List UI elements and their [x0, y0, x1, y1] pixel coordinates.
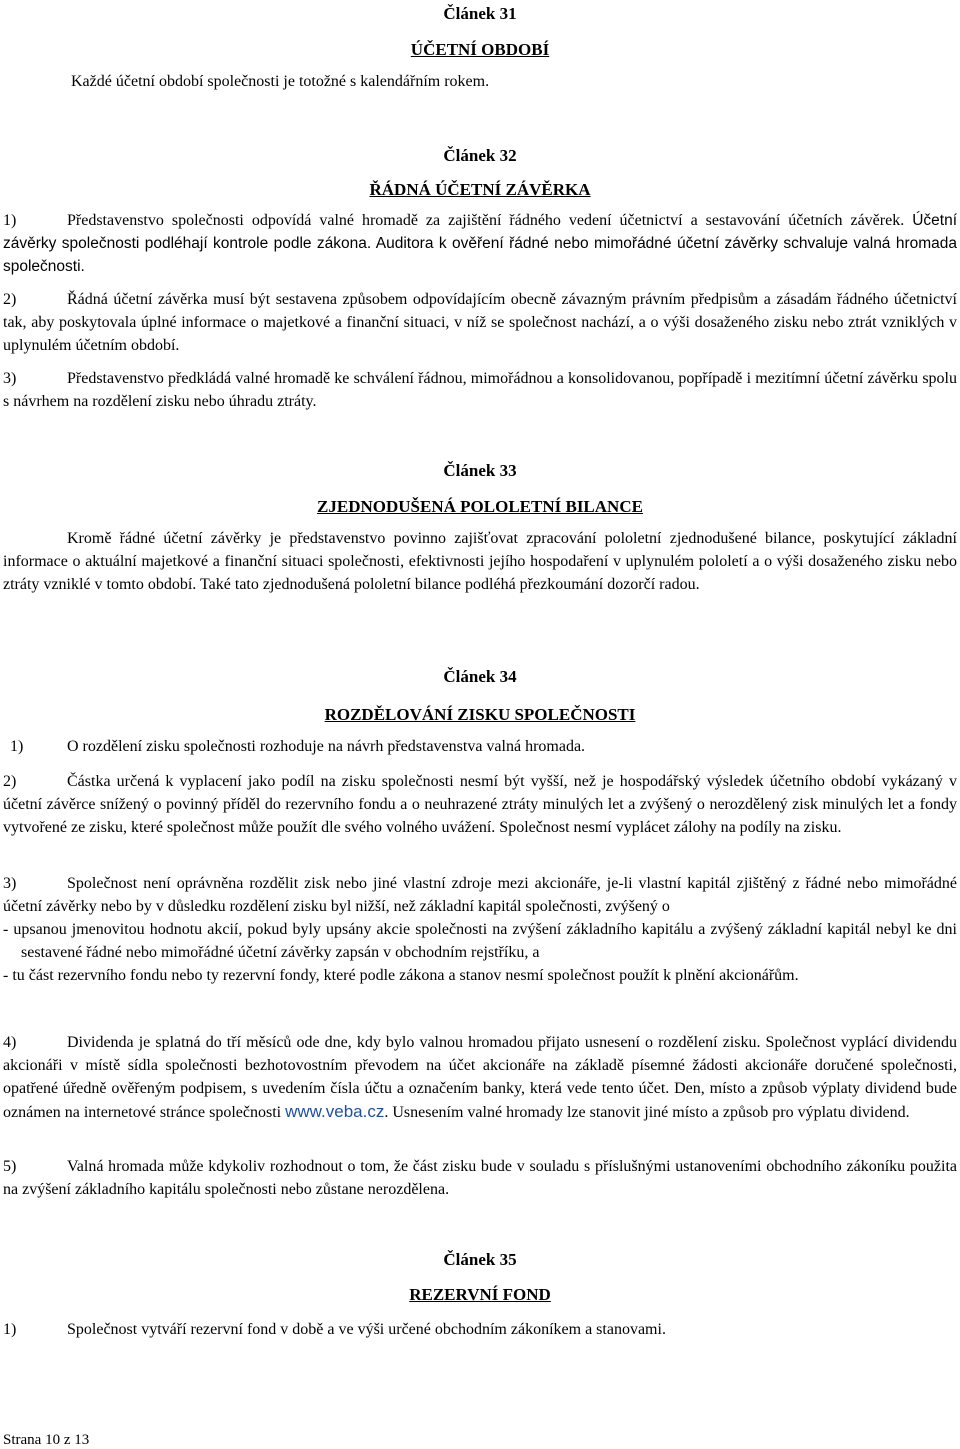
article-31-body: [71, 70, 951, 93]
article-34-title: ROZDĚLOVÁNÍ ZISKU SPOLEČNOSTI: [324, 705, 636, 724]
article-35-heading: Článek 35: [443, 1250, 517, 1269]
article-34-para-3: [3, 872, 957, 987]
article-33-heading: Článek 33: [443, 461, 517, 480]
article-32-para-1-text-a: Představenstvo společnosti odpovídá valné hromadě za zajištění řádného vedení účetnictví a sestavování účetních závěrek.: [67, 212, 905, 229]
article-34-para-1: [10, 735, 957, 758]
article-34-dash-item-2: - tu část rezervního fondu nebo ty rezervní fondy, které podle zákona a stanov nesmí společnost použít k plnění akcionářům.: [3, 967, 799, 984]
article-34-para-5-text: Valná hromada může kdykoliv rozhodnout o tom, že část zisku bude v souladu s příslušnými ustanoveními obchodního zákoníku použita na zvýšení základního kapitálu společnosti nebo zůstane nerozdělena.: [3, 1158, 957, 1198]
article-34-para-2-text: Částka určená k vyplacení jako podíl na zisku společnosti nesmí být vyšší, než je hospodářský výsledek účetního období vykázaný v účetní závěrce snížený o povinný příděl do rezervního fondu a o neuhrazené ztráty minulých let a zvýšený o nerozdělený zisk minulých let a fondy vytvořené ze zisku, které společnost může použít dle svého volného uvážení. Společnost nesmí vyplácet zálohy na podíly na zisku.: [3, 773, 957, 836]
article-32-para-2-text: Řádná účetní závěrka musí být sestavena způsobem odpovídajícím obecně závazným právním předpisům a zásadám řádného účetnictví tak, aby poskytovala úplné informace o majetkové a finanční situaci, v níž se společnost nachází, a o výši dosaženého zisku nebo ztrát vzniklých v uplynulém účetním období.: [3, 291, 957, 354]
article-33-text: Kromě řádné účetní závěrky je představenstvo povinno zajišťovat zpracování pololetní zjednodušené bilance, poskytující základní informace o aktuální majetkové a finanční situaci společnosti, efektivnosti jejího hospodaření v uplynulém pololetí a o výši dosaženého zisku nebo ztráty vzniklé v tomto období. Také tato zjednodušená pololetní bilance podléhá přezkoumání dozorčí radou.: [3, 530, 957, 593]
article-34-para-2-number: 2): [3, 773, 17, 790]
page-number: Strana 10 z 13: [3, 1432, 90, 1448]
article-34-para-4: [3, 1031, 957, 1124]
article-35-para-1-text: Společnost vytváří rezervní fond v době a ve výši určené obchodním zákoníkem a stanovami.: [67, 1321, 666, 1338]
article-34-para-4-number: 4): [3, 1034, 17, 1051]
article-35-para-1: [3, 1318, 957, 1341]
article-31-heading: Článek 31: [443, 4, 517, 23]
article-34-para-3-text: Společnost není oprávněna rozdělit zisk nebo jiné vlastní zdroje mezi akcionáře, je-li vlastní kapitál zjištěný z řádné nebo mimořádné účetní závěrky nebo by v důsledku rozdělení zisku byl nižší, než základní kapitál společnosti, zvýšený o: [3, 875, 957, 915]
article-34-para-1-number: 1): [10, 738, 24, 755]
article-31-title: ÚČETNÍ OBDOBÍ: [410, 40, 550, 59]
article-34-para-1-text: O rozdělení zisku společnosti rozhoduje na návrh představenstva valná hromada.: [67, 738, 586, 755]
article-34-para-4-text-a: Dividenda je splatná do tří měsíců ode dne, kdy bylo valnou hromadou přijato usnesení o rozdělení zisku. Společnost vyplácí dividendu akcionáři v místě sídla společnosti bezhotovostním převodem na účet akcionáře na základě písemné žádosti akcionáře doručené společnosti, opatřené úředně ověřeným podpisem, s uvedením čísla účtu a označením banky, která vede tento účet. Den, místo a způsob výplaty dividend bude oznámen na internetové stránce společnosti: [3, 1034, 957, 1121]
article-33-body: [3, 527, 957, 596]
article-35-para-1-number: 1): [3, 1321, 17, 1338]
article-34-para-3-number: 3): [3, 875, 17, 892]
article-34-para-2: [3, 770, 957, 839]
article-32-para-2-number: 2): [3, 291, 17, 308]
article-32-para-1-text-b: Účetní závěrky společnosti podléhají kontrole podle zákona. Auditora k ověření řádné nebo mimořádné účetní závěrky schvaluje valná hromada společnosti.: [3, 212, 958, 275]
article-32-title: ŘÁDNÁ ÚČETNÍ ZÁVĚRKA: [369, 180, 591, 199]
article-32-para-2: [3, 288, 957, 357]
article-32-heading: Článek 32: [443, 146, 517, 165]
article-34-heading: Článek 34: [443, 667, 517, 686]
article-33-title: ZJEDNODUŠENÁ POLOLETNÍ BILANCE: [317, 497, 643, 516]
article-32-para-1: [3, 209, 957, 278]
article-34-para-5: [3, 1155, 957, 1201]
veba-website-link[interactable]: www.veba.cz: [285, 1102, 385, 1121]
article-31-text: Každé účetní období společnosti je totožné s kalendářním rokem.: [71, 73, 490, 90]
article-34-para-4-text-b: . Usnesením valné hromady lze stanovit jiné místo a způsob pro výplatu dividend.: [384, 1104, 910, 1121]
article-32-para-3-text: Představenstvo předkládá valné hromadě ke schválení řádnou, mimořádnou a konsolidovanou, popřípadě i mezitímní účetní závěrku spolu s návrhem na rozdělení zisku nebo úhradu ztráty.: [3, 370, 957, 410]
article-32-para-3-number: 3): [3, 370, 17, 387]
article-32-para-1-number: 1): [3, 212, 17, 229]
article-32-para-3: [3, 367, 957, 413]
article-34-dash-item-1: - upsanou jmenovitou hodnotu akcií, pokud byly upsány akcie společnosti na zvýšení základního kapitálu a zvýšený základní kapitál nebyl ke dni sestavené řádné nebo mimořádné účetní závěrky zapsán v obchodním rejstříku, a: [3, 921, 957, 961]
article-34-para-5-number: 5): [3, 1158, 17, 1175]
article-35-title: REZERVNÍ FOND: [409, 1285, 551, 1304]
